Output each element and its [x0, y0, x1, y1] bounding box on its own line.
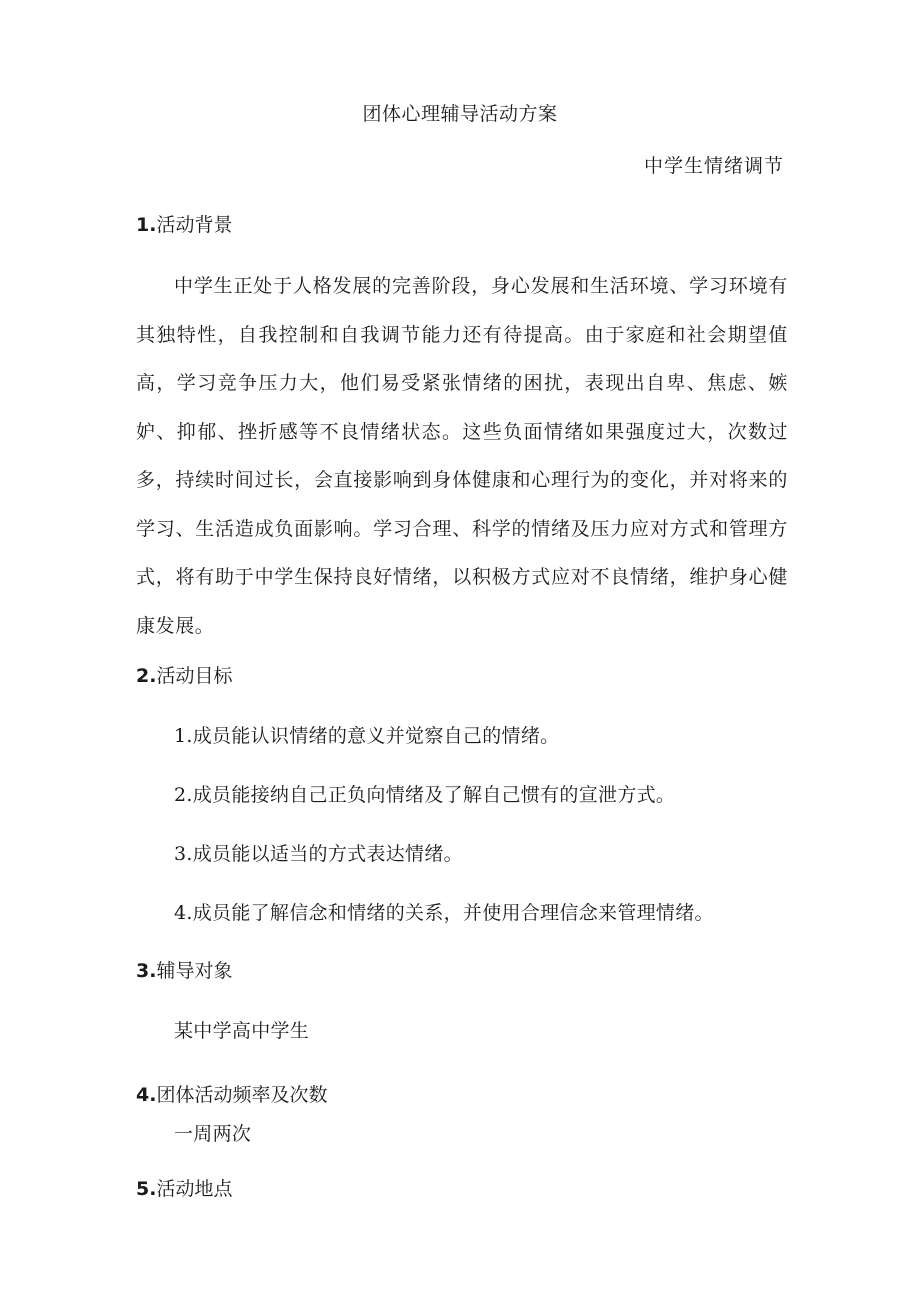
section-heading-background	[136, 212, 232, 238]
frequency-content: 一周两次	[174, 1123, 252, 1145]
section-heading-target	[136, 958, 232, 984]
section-title: 活动地点	[156, 1178, 233, 1200]
section-title: 团体活动频率及次数	[156, 1084, 328, 1106]
goal-item-4: 4.成员能了解信念和情绪的关系，并使用合理信念来管理情绪。	[174, 902, 714, 924]
document-subtitle: 中学生情绪调节	[643, 155, 784, 177]
goal-item-2: 2.成员能接纳自己正负向情绪及了解自己惯有的宣泄方式。	[174, 784, 676, 806]
section-number: 1.	[136, 214, 157, 236]
section-heading-location	[136, 1176, 232, 1202]
section-number: 3.	[136, 960, 157, 982]
section-title: 活动目标	[156, 665, 233, 687]
section-title: 活动背景	[156, 214, 233, 236]
section-heading-frequency	[136, 1082, 327, 1108]
section-title: 辅导对象	[156, 960, 233, 982]
background-paragraph: 中学生正处于人格发展的完善阶段，身心发展和生活环境、学习环境有其独特性，自我控制和自我调节能力还有待提高。由于家庭和社会期望值高，学习竞争压力大，他们易受紧张情绪的困扰，表现出自卑、焦虑、嫉妒、抑郁、挫折感等不良情绪状态。这些负面情绪如果强度过大，次数过多，持续时间过长，会直接影响到身体健康和心理行为的变化，并对将来的学习、生活造成负面影响。学习合理、科学的情绪及压力应对方式和管理方式，将有助于中学生保持良好情绪，以积极方式应对不良情绪，维护身心健康发展。	[136, 275, 788, 637]
target-content: 某中学高中学生	[174, 1020, 310, 1042]
goal-item-3: 3.成员能以适当的方式表达情绪。	[174, 843, 463, 865]
section-heading-goals	[136, 663, 232, 689]
section-number: 2.	[136, 665, 157, 687]
section-number: 4.	[136, 1084, 157, 1106]
goal-item-1: 1.成员能认识情绪的意义并觉察自己的情绪。	[174, 725, 560, 747]
document-title: 团体心理辅导活动方案	[362, 103, 558, 125]
section-number: 5.	[136, 1178, 157, 1200]
